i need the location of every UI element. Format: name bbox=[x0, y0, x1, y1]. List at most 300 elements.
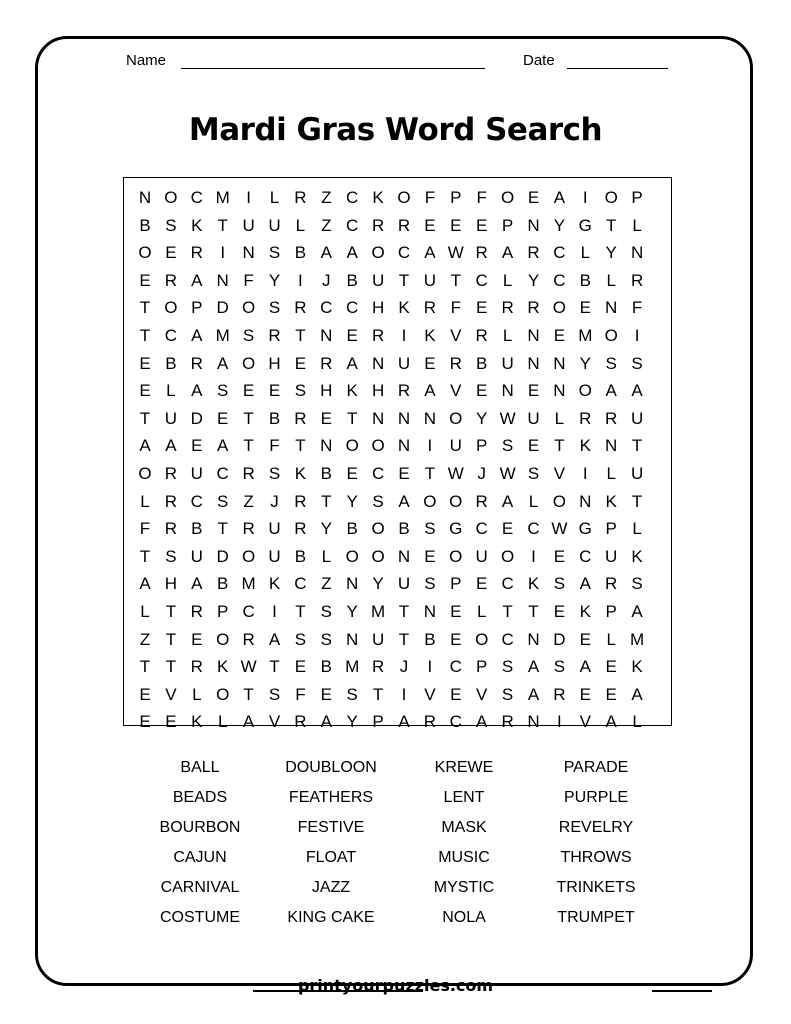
grid-letter: U bbox=[605, 546, 618, 566]
grid-letter: O bbox=[500, 546, 515, 566]
grid-letter: A bbox=[320, 243, 332, 263]
grid-letter: E bbox=[527, 188, 540, 207]
grid-letter: W bbox=[551, 519, 568, 539]
grid-letter: R bbox=[294, 298, 307, 318]
grid-letter: A bbox=[501, 491, 514, 511]
grid-letter: K bbox=[579, 436, 591, 456]
grid-letter: B bbox=[294, 243, 307, 263]
grid-letter: E bbox=[398, 464, 410, 483]
grid-letter: N bbox=[371, 353, 385, 373]
grid-letter: V bbox=[476, 684, 488, 704]
grid-letter: B bbox=[579, 270, 591, 290]
grid-row bbox=[124, 293, 671, 322]
grid-letter: K bbox=[346, 381, 358, 401]
grid-letter: R bbox=[605, 408, 618, 428]
word-list-item: FLOAT bbox=[305, 849, 357, 866]
grid-letter: H bbox=[320, 381, 333, 401]
grid-letter: N bbox=[605, 298, 618, 318]
grid-letter: N bbox=[527, 215, 540, 235]
grid-letter: L bbox=[217, 712, 228, 732]
page-title: Mardi Gras Word Search bbox=[188, 112, 603, 148]
grid-letter: O bbox=[216, 629, 230, 649]
grid-letter: R bbox=[397, 381, 411, 401]
grid-letter: I bbox=[220, 243, 226, 263]
grid-letter: C bbox=[216, 464, 229, 483]
grid-row bbox=[124, 238, 671, 267]
grid-letter: K bbox=[372, 188, 384, 207]
grid-letter: C bbox=[501, 574, 514, 594]
grid-letter: T bbox=[631, 491, 643, 511]
grid-letter: K bbox=[294, 464, 307, 483]
grid-letter: C bbox=[164, 326, 178, 345]
grid-letter: M bbox=[215, 188, 230, 207]
grid-letter: S bbox=[268, 298, 281, 318]
grid-letter: J bbox=[270, 491, 279, 511]
grid-letter: R bbox=[190, 243, 203, 263]
grid-letter: S bbox=[424, 519, 436, 539]
grid-letter: T bbox=[295, 326, 306, 345]
grid-letter: E bbox=[191, 436, 203, 456]
grid-letter: V bbox=[424, 684, 436, 704]
grid-letter: K bbox=[191, 712, 203, 732]
grid-letter: A bbox=[631, 602, 643, 621]
grid-letter: E bbox=[139, 270, 151, 290]
word-list-item: KREWE bbox=[434, 759, 494, 776]
grid-letter: T bbox=[554, 436, 565, 456]
grid-letter: A bbox=[165, 436, 177, 456]
grid-letter: S bbox=[165, 215, 177, 235]
grid-letter: T bbox=[398, 270, 410, 290]
grid-letter: S bbox=[217, 381, 229, 401]
word-list-item: KING CAKE bbox=[287, 909, 375, 926]
grid-row bbox=[124, 183, 671, 212]
grid-letter: Y bbox=[346, 491, 358, 511]
grid-letter: P bbox=[605, 602, 617, 621]
grid-letter: L bbox=[606, 629, 616, 649]
grid-letter: M bbox=[215, 326, 230, 345]
grid-letter: O bbox=[449, 408, 463, 428]
grid-letter: V bbox=[268, 712, 281, 732]
grid-letter: H bbox=[371, 381, 385, 401]
grid-letter: T bbox=[398, 602, 410, 621]
grid-letter: E bbox=[450, 215, 462, 235]
grid-letter: O bbox=[241, 546, 256, 566]
date-field-line bbox=[567, 68, 668, 69]
word-list-item: FEATHERS bbox=[288, 789, 374, 806]
grid-row bbox=[124, 266, 671, 295]
grid-letter: E bbox=[476, 215, 488, 235]
grid-letter: U bbox=[242, 215, 255, 235]
grid-letter: I bbox=[427, 657, 433, 677]
grid-letter: A bbox=[424, 243, 436, 263]
grid-row bbox=[124, 211, 671, 240]
grid-letter: R bbox=[371, 215, 385, 235]
grid-letter: O bbox=[345, 546, 359, 566]
word-list-item: THROWS bbox=[560, 849, 632, 866]
grid-row bbox=[124, 652, 671, 681]
grid-letter: T bbox=[528, 602, 539, 621]
grid-letter: R bbox=[294, 408, 307, 428]
grid-letter: I bbox=[298, 270, 303, 290]
grid-letter: R bbox=[579, 408, 592, 428]
grid-letter: C bbox=[346, 215, 359, 235]
grid-letter: R bbox=[294, 712, 307, 732]
grid-letter: L bbox=[321, 546, 332, 566]
grid-letter: C bbox=[475, 270, 488, 290]
grid-letter: E bbox=[294, 353, 307, 373]
grid-letter: R bbox=[164, 270, 178, 290]
grid-letter: D bbox=[216, 546, 229, 566]
grid-letter: I bbox=[531, 546, 536, 566]
grid-letter: G bbox=[578, 215, 592, 235]
grid-letter: R bbox=[164, 491, 178, 511]
grid-letter: Y bbox=[527, 270, 540, 290]
grid-letter: Y bbox=[346, 602, 358, 621]
grid-letter: Z bbox=[243, 491, 254, 511]
grid-letter: C bbox=[579, 546, 592, 566]
grid-letter: C bbox=[371, 464, 385, 483]
grid-letter: E bbox=[424, 215, 436, 235]
grid-letter: N bbox=[216, 270, 229, 290]
grid-letter: S bbox=[631, 574, 643, 594]
grid-row bbox=[124, 431, 671, 460]
grid-letter: Y bbox=[579, 353, 591, 373]
grid-letter: O bbox=[138, 464, 152, 483]
grid-letter: U bbox=[501, 353, 514, 373]
letter-grid bbox=[123, 177, 672, 732]
grid-letter: F bbox=[476, 188, 487, 207]
grid-letter: N bbox=[397, 408, 411, 428]
grid-letter: C bbox=[346, 188, 359, 207]
grid-letter: J bbox=[477, 464, 486, 483]
grid-letter: N bbox=[553, 381, 566, 401]
grid-letter: N bbox=[242, 243, 255, 263]
grid-letter: C bbox=[449, 657, 462, 677]
grid-letter: U bbox=[449, 436, 462, 456]
grid-letter: N bbox=[630, 243, 644, 263]
grid-letter: J bbox=[322, 270, 331, 290]
grid-letter: N bbox=[346, 629, 359, 649]
grid-letter: V bbox=[450, 381, 462, 401]
grid-letter: W bbox=[447, 464, 464, 483]
grid-letter: U bbox=[527, 408, 540, 428]
grid-letter: P bbox=[450, 574, 462, 594]
grid-letter: S bbox=[424, 574, 436, 594]
grid-letter: L bbox=[580, 243, 591, 263]
grid-letter: B bbox=[346, 270, 358, 290]
grid-letter: L bbox=[140, 602, 150, 621]
grid-letter: S bbox=[501, 436, 514, 456]
grid-letter: N bbox=[397, 546, 411, 566]
grid-letter: E bbox=[139, 712, 151, 732]
grid-letter: T bbox=[139, 408, 151, 428]
grid-letter: F bbox=[269, 436, 280, 456]
grid-letter: F bbox=[139, 519, 151, 539]
grid-letter: E bbox=[242, 381, 255, 401]
grid-letter: L bbox=[295, 215, 306, 235]
grid-letter: E bbox=[424, 546, 436, 566]
grid-letter: A bbox=[527, 657, 540, 677]
grid-letter: U bbox=[371, 270, 385, 290]
grid-letter: R bbox=[475, 326, 488, 345]
grid-letter: W bbox=[240, 657, 257, 677]
grid-letter: T bbox=[295, 436, 306, 456]
grid-letter: R bbox=[501, 712, 514, 732]
grid-letter: T bbox=[165, 602, 177, 621]
grid-letter: F bbox=[450, 298, 461, 318]
grid-letter: Z bbox=[321, 188, 332, 207]
grid-letter: E bbox=[139, 353, 151, 373]
grid-letter: O bbox=[164, 188, 178, 207]
word-list-item: COSTUME bbox=[160, 909, 240, 926]
grid-letter: E bbox=[320, 408, 332, 428]
word-list-item: FESTIVE bbox=[297, 819, 365, 836]
grid-letter: E bbox=[553, 546, 566, 566]
grid-letter: S bbox=[501, 684, 514, 704]
grid-letter: T bbox=[217, 215, 228, 235]
grid-letter: P bbox=[476, 657, 488, 677]
grid-row bbox=[124, 542, 671, 571]
grid-letter: S bbox=[294, 381, 307, 401]
grid-letter: B bbox=[191, 519, 203, 539]
grid-letter: O bbox=[423, 491, 437, 511]
grid-letter: M bbox=[345, 657, 360, 677]
grid-letter: E bbox=[527, 381, 540, 401]
grid-letter: O bbox=[241, 298, 256, 318]
word-list-item: BALL bbox=[180, 759, 220, 776]
grid-letter: T bbox=[217, 519, 228, 539]
grid-letter: R bbox=[605, 574, 618, 594]
word-list-item: TRUMPET bbox=[557, 909, 635, 926]
grid-letter: A bbox=[579, 574, 591, 594]
grid-letter: D bbox=[216, 298, 229, 318]
grid-letter: T bbox=[243, 436, 254, 456]
grid-letter: U bbox=[630, 464, 644, 483]
grid-letter: E bbox=[450, 684, 462, 704]
grid-letter: B bbox=[268, 408, 281, 428]
grid-letter: E bbox=[553, 602, 566, 621]
grid-row bbox=[124, 707, 671, 736]
grid-letter: O bbox=[500, 188, 515, 207]
grid-letter: I bbox=[582, 464, 588, 483]
grid-letter: U bbox=[268, 215, 281, 235]
grid-letter: R bbox=[423, 298, 437, 318]
grid-letter: R bbox=[294, 491, 307, 511]
grid-letter: P bbox=[191, 298, 203, 318]
grid-letter: O bbox=[475, 629, 489, 649]
grid-row bbox=[124, 404, 671, 433]
grid-letter: O bbox=[216, 684, 230, 704]
grid-letter: L bbox=[554, 408, 565, 428]
grid-letter: K bbox=[217, 657, 229, 677]
grid-letter: R bbox=[371, 326, 385, 345]
grid-letter: I bbox=[557, 712, 562, 732]
grid-letter: P bbox=[372, 712, 384, 732]
grid-letter: R bbox=[320, 353, 333, 373]
grid-letter: O bbox=[604, 188, 618, 207]
grid-letter: W bbox=[447, 243, 464, 263]
grid-letter: H bbox=[371, 298, 385, 318]
grid-letter: R bbox=[242, 519, 255, 539]
word-list-item: MYSTIC bbox=[433, 879, 495, 896]
grid-letter: O bbox=[449, 546, 463, 566]
grid-letter: K bbox=[631, 546, 643, 566]
grid-letter: F bbox=[295, 684, 306, 704]
grid-letter: S bbox=[165, 546, 177, 566]
grid-letter: U bbox=[397, 574, 411, 594]
grid-letter: L bbox=[476, 602, 487, 621]
grid-letter: N bbox=[579, 491, 592, 511]
grid-letter: T bbox=[321, 491, 332, 511]
grid-letter: C bbox=[527, 519, 540, 539]
grid-letter: L bbox=[269, 188, 280, 207]
grid-letter: V bbox=[450, 326, 462, 345]
grid-letter: P bbox=[501, 215, 514, 235]
grid-letter: R bbox=[371, 657, 385, 677]
grid-letter: C bbox=[242, 602, 255, 621]
grid-letter: T bbox=[165, 629, 177, 649]
grid-letter: W bbox=[499, 464, 516, 483]
grid-letter: E bbox=[139, 381, 151, 401]
grid-letter: R bbox=[164, 464, 178, 483]
grid-letter: S bbox=[268, 243, 281, 263]
grid-letter: C bbox=[190, 491, 203, 511]
grid-letter: A bbox=[346, 353, 358, 373]
grid-letter: O bbox=[449, 491, 463, 511]
grid-letter: O bbox=[164, 298, 178, 318]
grid-letter: T bbox=[372, 684, 384, 704]
grid-letter: E bbox=[476, 381, 488, 401]
grid-letter: L bbox=[606, 270, 616, 290]
grid-letter: O bbox=[138, 243, 152, 263]
grid-letter: T bbox=[424, 464, 436, 483]
grid-letter: A bbox=[631, 684, 643, 704]
grid-letter: E bbox=[346, 464, 358, 483]
grid-letter: A bbox=[191, 381, 203, 401]
grid-letter: A bbox=[346, 243, 358, 263]
grid-letter: R bbox=[527, 298, 540, 318]
grid-letter: B bbox=[476, 353, 488, 373]
grid-letter: M bbox=[578, 326, 593, 345]
word-list-item: DOUBLOON bbox=[285, 759, 377, 776]
grid-letter: L bbox=[632, 215, 642, 235]
word-list-item: PURPLE bbox=[563, 789, 629, 806]
grid-letter: T bbox=[605, 215, 617, 235]
grid-letter: E bbox=[165, 243, 177, 263]
grid-letter: M bbox=[630, 629, 645, 649]
grid-letter: T bbox=[269, 657, 280, 677]
grid-letter: D bbox=[190, 408, 203, 428]
grid-letter: R bbox=[164, 519, 178, 539]
grid-letter: M bbox=[371, 602, 386, 621]
grid-letter: S bbox=[268, 684, 281, 704]
grid-row bbox=[124, 376, 671, 405]
word-list-item: PARADE bbox=[563, 759, 629, 776]
grid-letter: Y bbox=[553, 215, 566, 235]
grid-letter: N bbox=[527, 712, 540, 732]
grid-letter: T bbox=[165, 657, 177, 677]
grid-letter: R bbox=[190, 657, 203, 677]
grid-letter: E bbox=[320, 684, 332, 704]
grid-letter: T bbox=[631, 436, 643, 456]
grid-letter: N bbox=[553, 353, 566, 373]
grid-letter: Y bbox=[476, 408, 488, 428]
grid-letter: E bbox=[579, 298, 591, 318]
grid-letter: A bbox=[139, 436, 151, 456]
grid-letter: R bbox=[501, 298, 514, 318]
grid-letter: A bbox=[579, 657, 591, 677]
word-list-item: LENT bbox=[443, 789, 485, 806]
grid-letter: S bbox=[242, 326, 255, 345]
grid-letter: O bbox=[552, 491, 566, 511]
grid-letter: G bbox=[578, 519, 592, 539]
grid-row bbox=[124, 459, 671, 488]
grid-letter: I bbox=[272, 602, 277, 621]
grid-letter: N bbox=[527, 353, 540, 373]
grid-letter: C bbox=[553, 243, 566, 263]
footer-site: printyourpuzzles.com bbox=[297, 976, 494, 995]
grid-letter: E bbox=[268, 381, 281, 401]
grid-row bbox=[124, 680, 671, 709]
grid-letter: A bbox=[527, 684, 540, 704]
grid-letter: U bbox=[268, 546, 281, 566]
grid-letter: A bbox=[242, 712, 255, 732]
grid-letter: C bbox=[294, 574, 307, 594]
word-list-item: CAJUN bbox=[173, 849, 227, 866]
grid-letter: R bbox=[242, 629, 255, 649]
grid-letter: K bbox=[527, 574, 540, 594]
grid-letter: A bbox=[320, 712, 332, 732]
grid-letter: L bbox=[632, 519, 642, 539]
grid-letter: J bbox=[399, 657, 409, 677]
grid-letter: V bbox=[553, 464, 566, 483]
grid-letter: A bbox=[631, 381, 643, 401]
grid-letter: S bbox=[346, 684, 358, 704]
grid-letter: F bbox=[424, 188, 436, 207]
grid-letter: K bbox=[605, 491, 617, 511]
word-list-item: CARNIVAL bbox=[160, 879, 240, 896]
grid-letter: N bbox=[423, 602, 437, 621]
grid-letter: I bbox=[427, 436, 433, 456]
grid-letter: C bbox=[553, 270, 566, 290]
grid-letter: T bbox=[243, 684, 254, 704]
grid-letter: U bbox=[268, 519, 281, 539]
grid-letter: B bbox=[424, 629, 436, 649]
grid-letter: L bbox=[632, 712, 642, 732]
word-list-item: BEADS bbox=[172, 789, 228, 806]
grid-letter: T bbox=[398, 629, 410, 649]
grid-letter: B bbox=[398, 519, 410, 539]
grid-letter: N bbox=[527, 629, 540, 649]
grid-letter: R bbox=[242, 464, 255, 483]
grid-letter: P bbox=[605, 519, 617, 539]
grid-letter: E bbox=[605, 684, 617, 704]
grid-letter: B bbox=[165, 353, 177, 373]
grid-letter: E bbox=[553, 326, 566, 345]
grid-letter: Y bbox=[320, 519, 332, 539]
grid-letter: T bbox=[243, 408, 254, 428]
grid-letter: E bbox=[217, 408, 229, 428]
word-list-item: REVELRY bbox=[558, 819, 634, 836]
grid-letter: N bbox=[397, 436, 411, 456]
grid-letter: C bbox=[320, 298, 333, 318]
grid-letter: O bbox=[371, 546, 385, 566]
grid-letter: E bbox=[501, 519, 514, 539]
word-list-item: NOLA bbox=[442, 909, 486, 926]
grid-letter: N bbox=[605, 436, 618, 456]
grid-letter: L bbox=[140, 491, 150, 511]
grid-letter: O bbox=[552, 298, 566, 318]
